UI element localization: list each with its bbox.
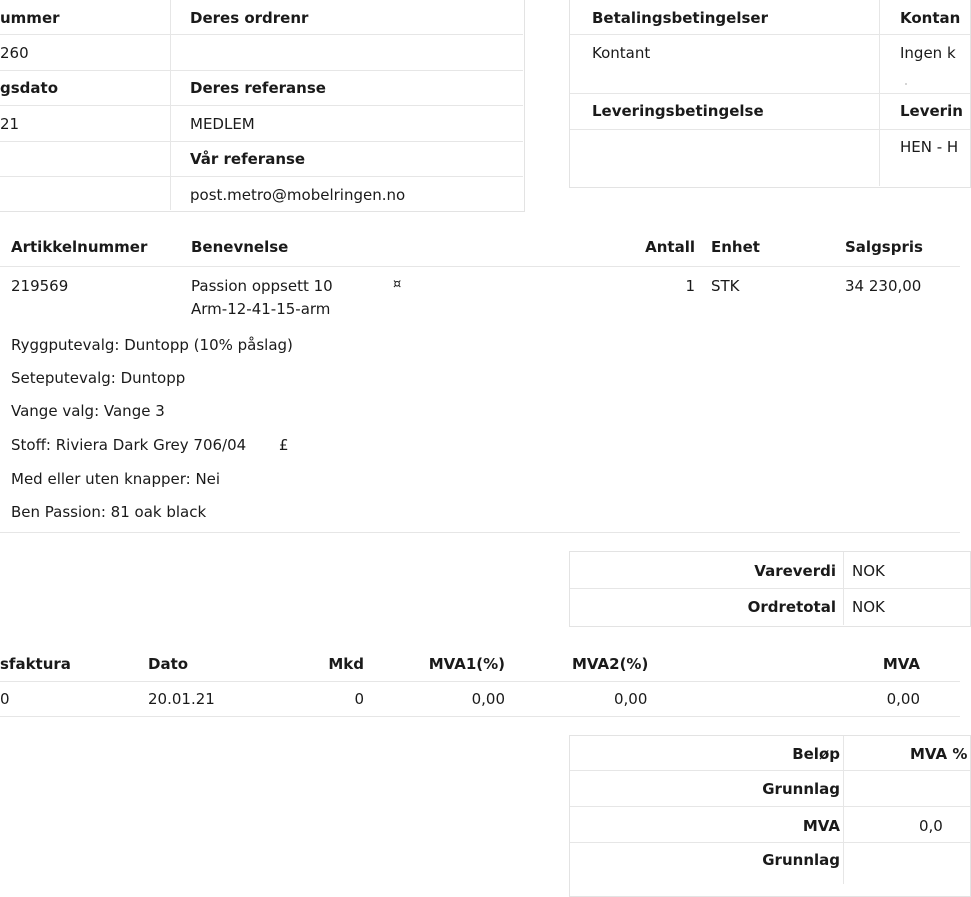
inv-header-mva2: MVA2(%) [572, 655, 649, 673]
inv-faktura: 0 [0, 690, 10, 708]
inv-header-faktura: sfaktura [0, 655, 71, 673]
item-enhet: STK [711, 277, 740, 295]
item-benevnelse-line2: Arm-12-41-15-arm [191, 300, 331, 318]
item-antall: 1 [685, 277, 695, 295]
col-header-enhet: Enhet [711, 238, 760, 256]
inv-mva: 0,00 [886, 690, 920, 708]
vat-grunnlag-label-2: Grunnlag [762, 851, 840, 869]
item-salgspris: 34 230,00 [845, 277, 922, 295]
order-date-label: gsdato [0, 79, 59, 97]
kontant-value: Ingen k [900, 44, 956, 62]
kontant-label: Kontan [900, 9, 961, 27]
item-symbol: ¤ [393, 277, 402, 292]
inv-mva2: 0,00 [614, 690, 648, 708]
option-vange: Vange valg: Vange 3 [11, 402, 165, 420]
levering-value: HEN - H [900, 138, 959, 156]
levering-label: Leverin [900, 102, 963, 120]
item-artikkelnummer: 219569 [11, 277, 69, 295]
vat-mva-label: MVA [802, 817, 840, 835]
option-setepute: Seteputevalg: Duntopp [11, 369, 186, 387]
leveringsbetingelse-label: Leveringsbetingelse [592, 102, 764, 120]
order-number-value: 260 [0, 44, 29, 62]
vareverdi-currency: NOK [852, 562, 885, 580]
inv-mva1: 0,00 [471, 690, 505, 708]
vat-mva-value: 0,0 [919, 817, 943, 835]
option-ryggpute: Ryggputevalg: Duntopp (10% påslag) [11, 336, 293, 354]
item-benevnelse-line1: Passion oppsett 10 [191, 277, 333, 295]
order-date-value: 21 [0, 115, 20, 133]
col-header-antall: Antall [645, 238, 695, 256]
inv-dato: 20.01.21 [148, 690, 215, 708]
var-referanse-value: post.metro@mobelringen.no [190, 186, 406, 204]
betalingsbetingelser-label: Betalingsbetingelser [592, 9, 768, 27]
inv-header-mva1: MVA1(%) [428, 655, 505, 673]
option-knapper: Med eller uten knapper: Nei [11, 470, 221, 488]
order-number-label: ummer [0, 9, 60, 27]
var-referanse-label: Vår referanse [190, 150, 306, 168]
fabric-symbol: £ [279, 436, 289, 454]
inv-header-mva: MVA [882, 655, 920, 673]
inv-header-mkd: Mkd [328, 655, 364, 673]
inv-mkd: 0 [354, 690, 364, 708]
vareverdi-label: Vareverdi [754, 562, 836, 580]
terms-box [569, 0, 971, 188]
col-header-salgspris: Salgspris [845, 238, 923, 256]
vat-mva-pct-label: MVA % [910, 745, 968, 763]
ordretotal-currency: NOK [852, 598, 885, 616]
vat-grunnlag-label-1: Grunnlag [762, 780, 840, 798]
betalingsbetingelser-value: Kontant [592, 44, 651, 62]
faint-mark [905, 83, 907, 85]
ordretotal-label: Ordretotal [747, 598, 836, 616]
deres-ordrenr-label: Deres ordrenr [190, 9, 309, 27]
col-header-artikkelnummer: Artikkelnummer [11, 238, 148, 256]
inv-header-dato: Dato [148, 655, 189, 673]
deres-referanse-value: MEDLEM [190, 115, 255, 133]
option-stoff: Stoff: Riviera Dark Grey 706/04 [11, 436, 247, 454]
deres-referanse-label: Deres referanse [190, 79, 326, 97]
col-header-benevnelse: Benevnelse [191, 238, 289, 256]
vat-belop-label: Beløp [792, 745, 840, 763]
option-ben: Ben Passion: 81 oak black [11, 503, 207, 521]
order-info-box [0, 0, 525, 212]
